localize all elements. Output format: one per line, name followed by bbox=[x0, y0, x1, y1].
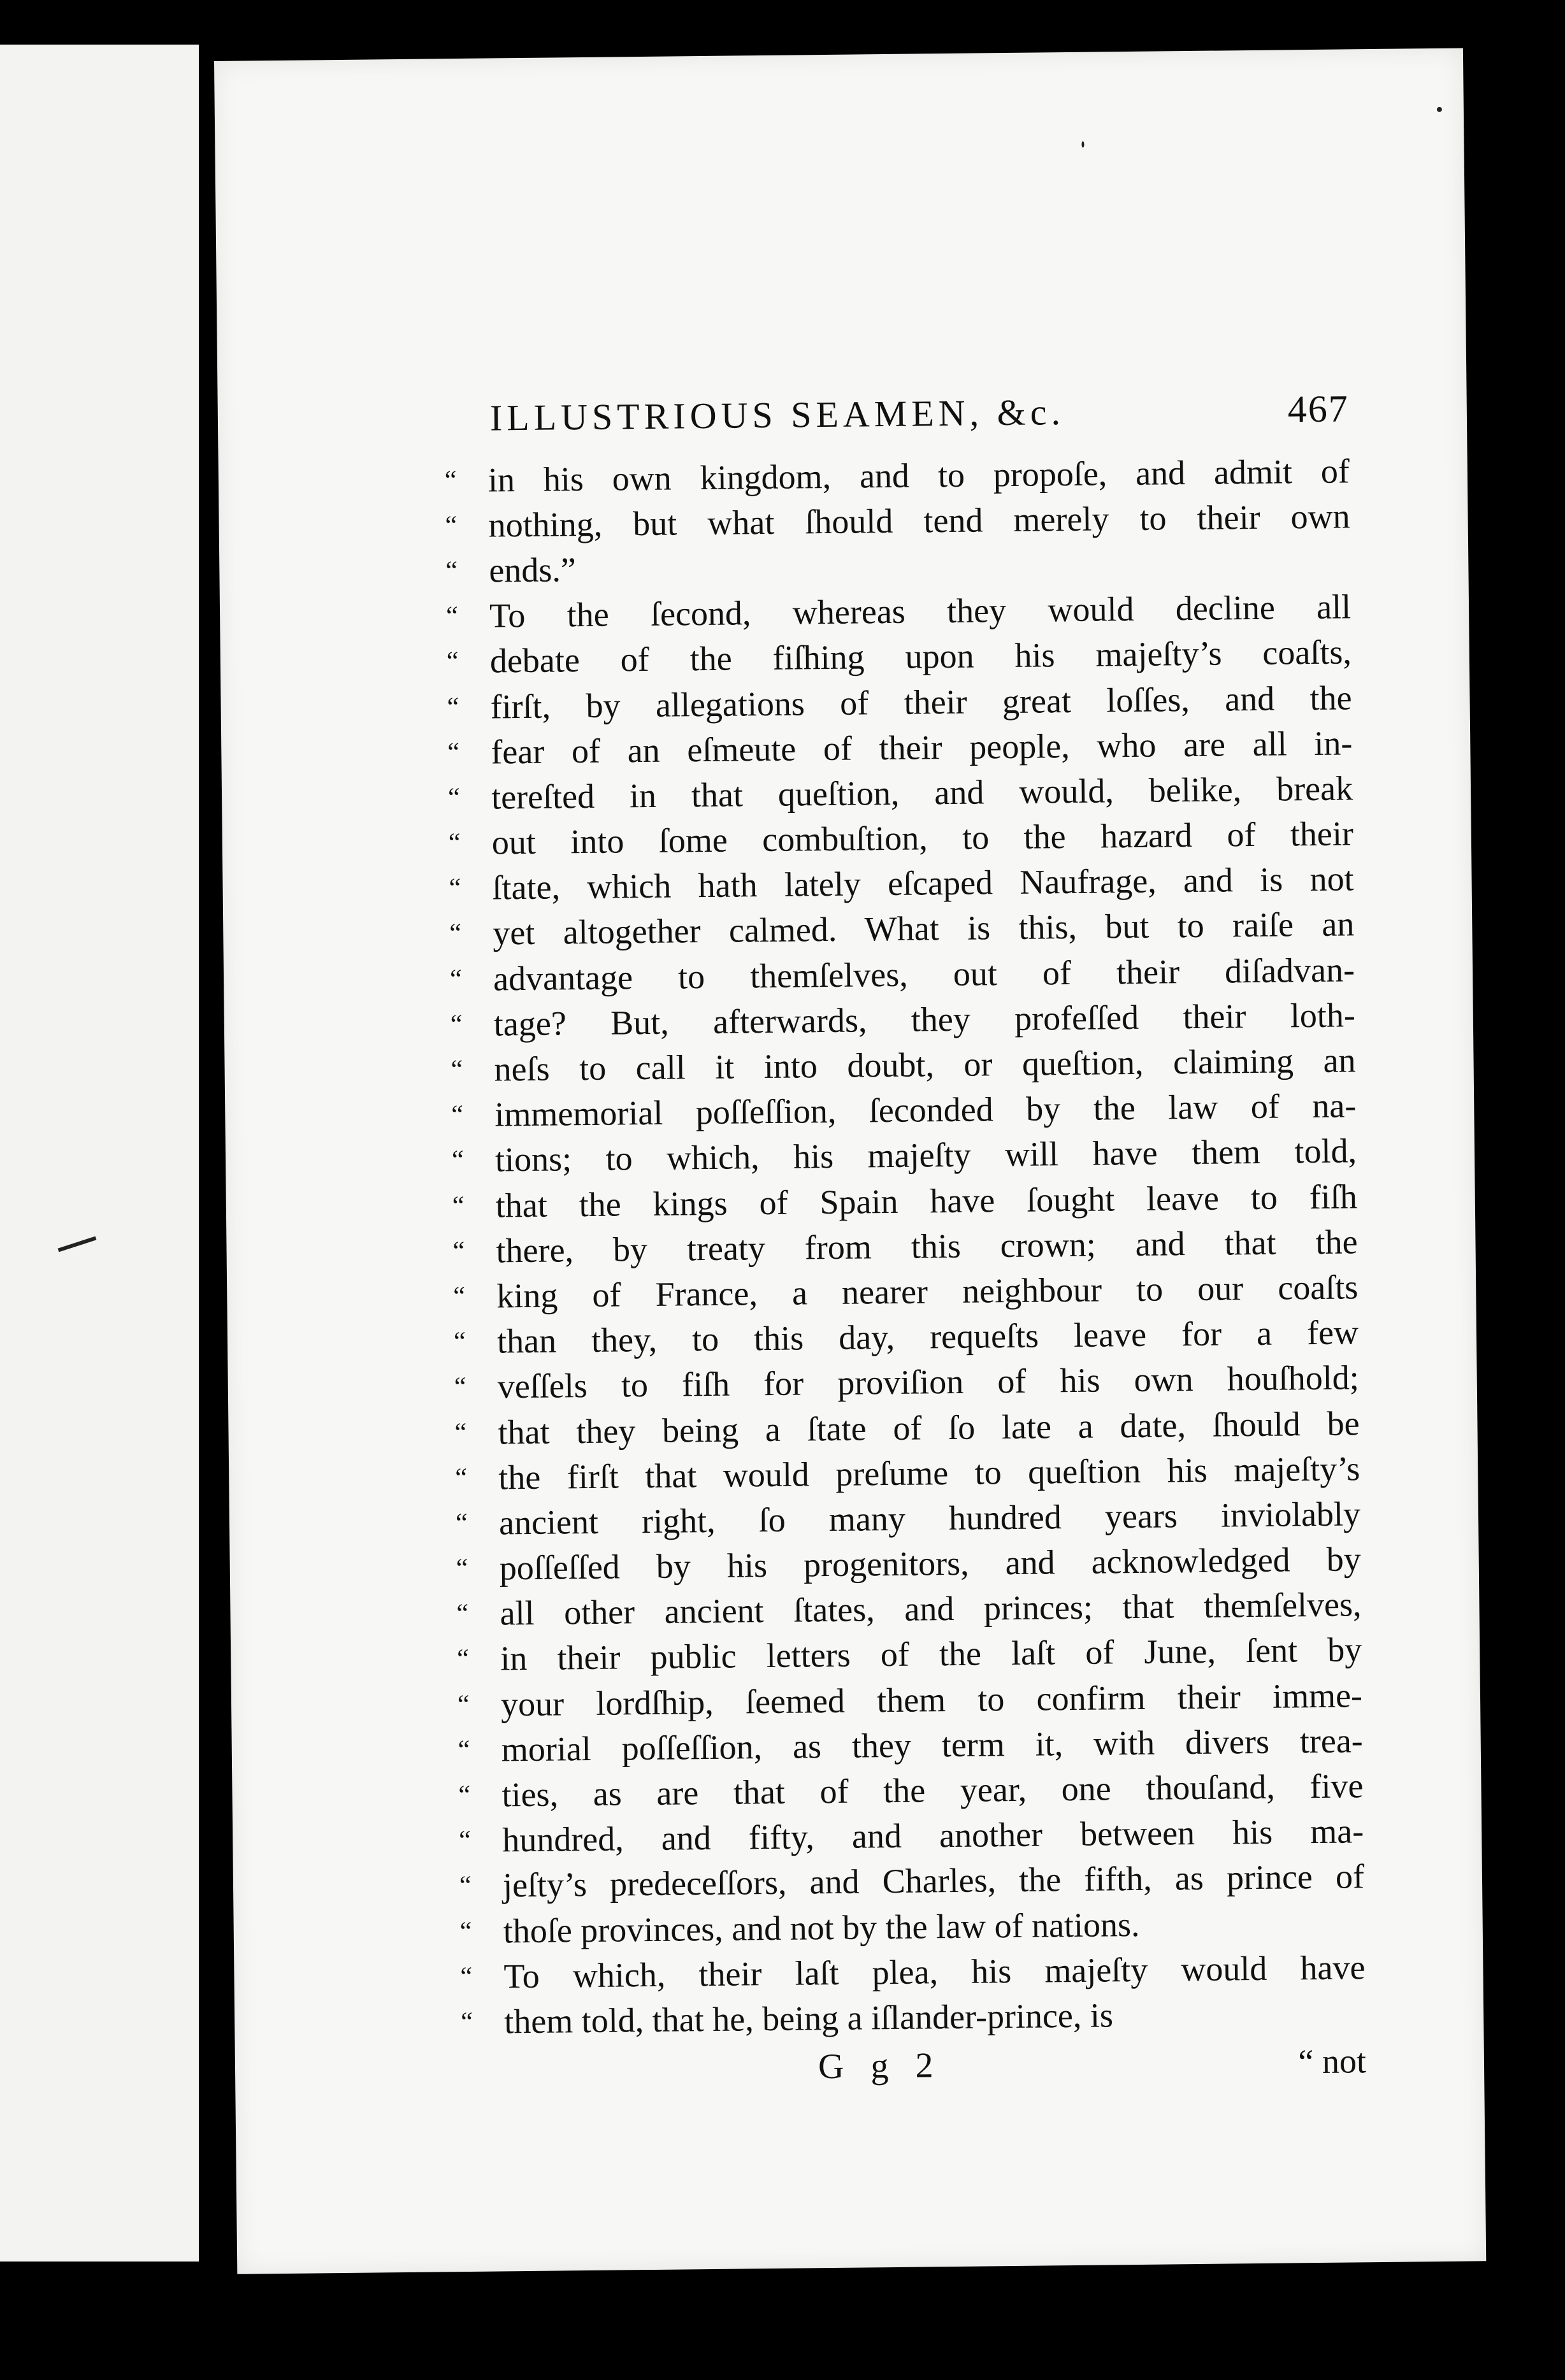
text-block bbox=[444, 387, 1367, 2095]
line-text: tions; to which, his majeſty will have them told, bbox=[494, 1131, 1357, 1179]
line-text: To the ſecond, whereas they would decline all bbox=[489, 587, 1352, 635]
quotation-mark: “ bbox=[445, 601, 459, 631]
quotation-mark: “ bbox=[448, 828, 461, 858]
quotation-mark: “ bbox=[449, 873, 461, 903]
line-text: tereſted in that queſtion, and would, belike, break bbox=[491, 769, 1353, 817]
running-head-title: ILLUSTRIOUS SEAMEN, &c. bbox=[489, 391, 1065, 439]
quotation-mark: “ bbox=[451, 1100, 464, 1130]
line-text: that they being a ſtate of ſo late a date, ſhould be bbox=[498, 1403, 1360, 1451]
line-text: fear of an eſmeute of their people, who are all in- bbox=[491, 724, 1353, 771]
facing-page-edge bbox=[0, 45, 199, 2262]
ink-speck bbox=[1437, 107, 1442, 112]
ink-mark bbox=[58, 1237, 97, 1252]
line-text: than they, to this day, requeſts leave for a few bbox=[496, 1313, 1359, 1361]
line-text: advantage to themſelves, out of their diſadvan- bbox=[493, 950, 1355, 998]
line-text: jeſty’s predeceſſors, and Charles, the fifth, as prince of bbox=[502, 1857, 1365, 1905]
line-text: ancient right, ſo many hundred years inviolably bbox=[498, 1495, 1361, 1542]
quotation-mark: “ bbox=[447, 692, 459, 722]
quotation-mark: “ bbox=[451, 1145, 464, 1175]
line-text: in their public letters of the laſt of June, ſent by bbox=[500, 1630, 1362, 1678]
line-text: veſſels to fiſh for proviſion of his own houſhold; bbox=[497, 1358, 1360, 1406]
line-text: neſs to call it into doubt, or queſtion, claiming an bbox=[494, 1041, 1356, 1089]
quotation-mark: “ bbox=[457, 1644, 470, 1674]
quotation-mark: “ bbox=[461, 2007, 473, 2037]
quotation-mark: “ bbox=[452, 1191, 465, 1221]
line-text: hundred, and fifty, and another between his ma- bbox=[501, 1812, 1364, 1860]
quotation-mark: “ bbox=[447, 737, 460, 767]
line-text: ties, as are that of the year, one thouſand, five bbox=[501, 1767, 1364, 1814]
quotation-mark: “ bbox=[451, 1055, 463, 1085]
quotation-mark: “ bbox=[459, 1916, 472, 1946]
quotation-mark: “ bbox=[455, 1508, 468, 1538]
line-text: out into ſome combuſtion, to the hazard of their bbox=[491, 814, 1354, 862]
quotation-mark: “ bbox=[452, 1236, 465, 1266]
line-text: there, by treaty from this crown; and that the bbox=[496, 1222, 1358, 1270]
quotation-mark: “ bbox=[450, 1009, 463, 1040]
line-text: yet altogether calmed. What is this, but to raiſe an bbox=[493, 905, 1355, 952]
line-text: debate of the fiſhing upon his majeſty’s coaſts, bbox=[489, 633, 1352, 680]
line-text: poſſeſſed by his progenitors, and acknowledged by bbox=[499, 1540, 1362, 1588]
running-head bbox=[444, 387, 1350, 457]
line-text: all other ancient ſtates, and princes; that themſelves, bbox=[500, 1585, 1362, 1633]
quotation-mark: “ bbox=[460, 1961, 473, 1991]
line-text: them told, that he, being a iſlander-prince, is bbox=[503, 1996, 1114, 2041]
quotation-mark: “ bbox=[445, 510, 458, 541]
line-text: ends.” bbox=[489, 550, 577, 590]
quotation-mark: “ bbox=[455, 1463, 468, 1493]
quotation-mark: “ bbox=[456, 1554, 468, 1584]
line-text: thoſe provinces, and not by the law of nations. bbox=[503, 1905, 1140, 1951]
line-text: that the kings of Spain have ſought leave to fiſh bbox=[495, 1177, 1358, 1225]
quotation-mark: “ bbox=[449, 964, 463, 994]
line-text: ſtate, which hath lately eſcaped Naufrage, and is not bbox=[492, 859, 1354, 907]
line-text: nothing, but what ſhould tend merely to their own bbox=[488, 497, 1350, 545]
quotation-mark: “ bbox=[459, 1871, 472, 1901]
quotation-mark: “ bbox=[456, 1599, 469, 1629]
quotation-mark: “ bbox=[454, 1417, 467, 1447]
line-text: firſt, by allegations of their great loſſes, and the bbox=[490, 678, 1352, 726]
quotation-mark: “ bbox=[453, 1327, 466, 1357]
line-text: morial poſſeſſion, as they term it, with divers trea- bbox=[501, 1721, 1364, 1769]
line-text: To which, their laſt plea, his majeſty would have bbox=[503, 1948, 1366, 1996]
quotation-mark: “ bbox=[453, 1281, 466, 1312]
quotation-mark: “ bbox=[445, 556, 458, 586]
signature-mark: G g 2 bbox=[818, 2045, 942, 2086]
line-text: your lordſhip, ſeemed them to confirm their imme- bbox=[500, 1675, 1363, 1724]
line-text: tage? But, afterwards, they profeſſed their loth- bbox=[493, 996, 1356, 1043]
body-text bbox=[445, 448, 1366, 2044]
quotation-mark: “ bbox=[457, 1689, 470, 1719]
quotation-mark: “ bbox=[446, 647, 459, 677]
ink-speck bbox=[1081, 141, 1084, 148]
page-number: 467 bbox=[1287, 387, 1350, 431]
line-text: the firſt that would preſume to queſtion his majeſty’s bbox=[498, 1449, 1360, 1497]
line-text: immemorial poſſeſſion, ſeconded by the law of na- bbox=[494, 1086, 1357, 1134]
quotation-mark: “ bbox=[459, 1826, 472, 1856]
page-footer bbox=[461, 2035, 1367, 2096]
quotation-mark: “ bbox=[454, 1372, 466, 1402]
line-text: in his own kingdom, and to propoſe, and admit of bbox=[487, 451, 1350, 499]
book-page bbox=[214, 48, 1486, 2274]
line-text: king of France, a nearer neighbour to our coaſts bbox=[496, 1268, 1359, 1315]
catchword: “ not bbox=[1298, 2041, 1367, 2081]
quotation-mark: “ bbox=[449, 919, 462, 949]
quotation-mark: “ bbox=[458, 1735, 470, 1765]
quotation-mark: “ bbox=[458, 1780, 471, 1810]
quotation-mark: “ bbox=[444, 465, 457, 495]
quotation-mark: “ bbox=[447, 782, 461, 813]
